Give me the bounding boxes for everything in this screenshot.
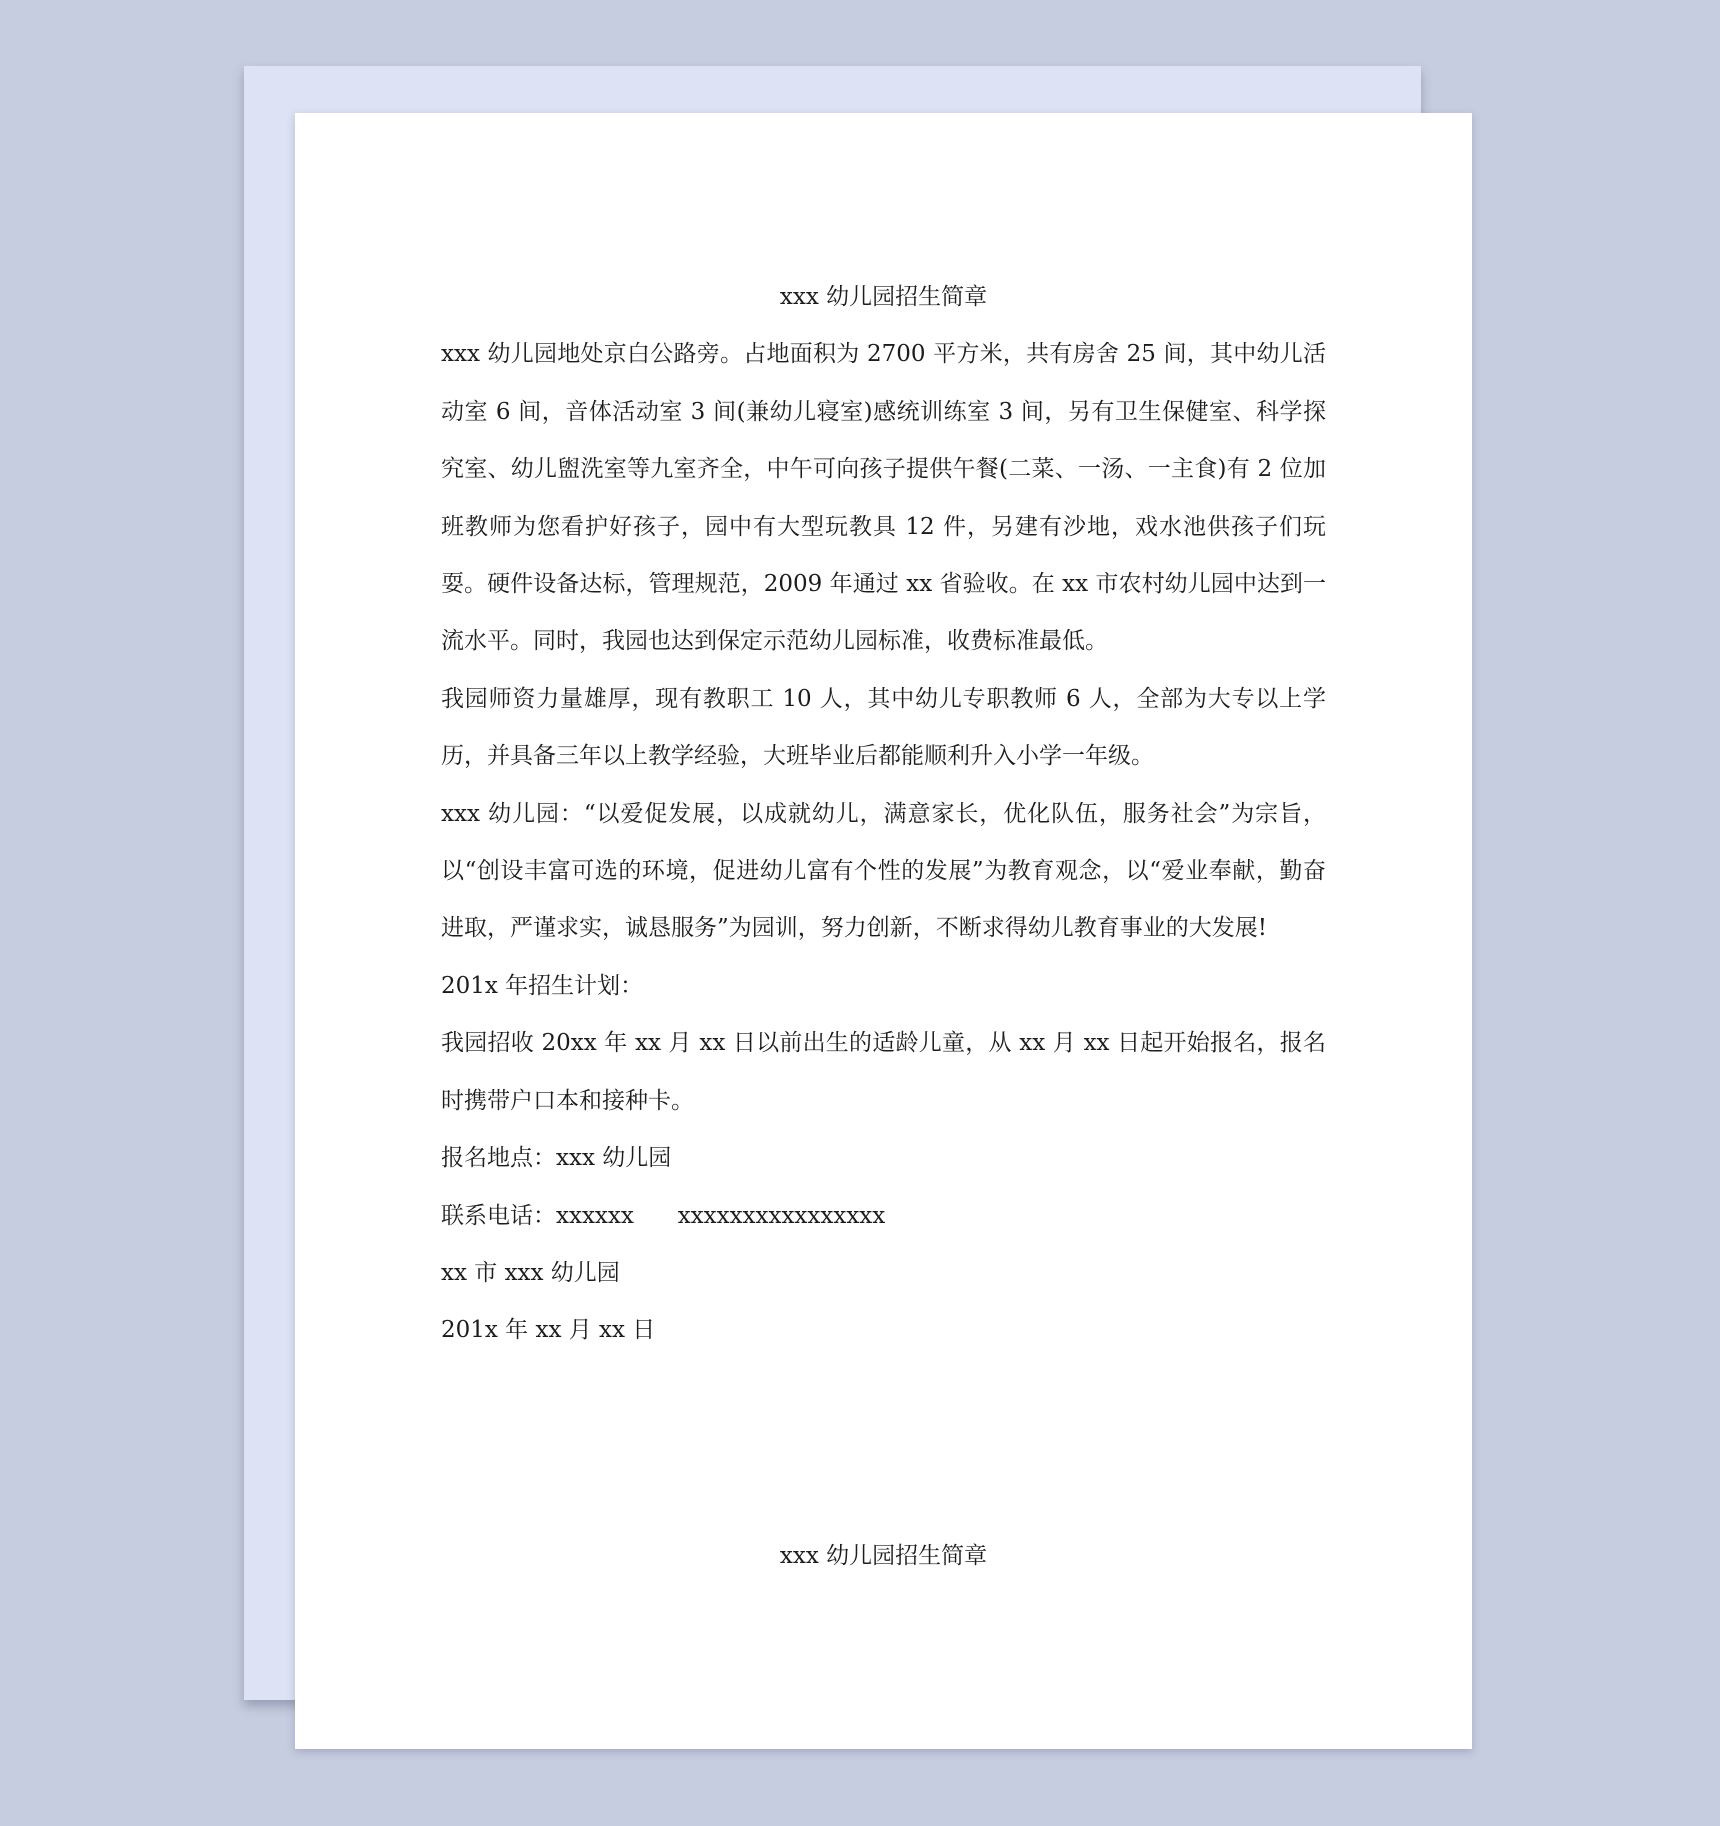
registration-location: 报名地点：xxx 幼儿园	[441, 1145, 672, 1172]
paragraph-mission: xxx 幼儿园：“以爱促发展，以成就幼儿，满意家长，优化队伍，服务社会”为宗旨，以“创设丰富可选的环境，促进幼儿富有个性的发展”为教育观念，以“爱业奉献，勤奋进取，严谨求实，诚恳服务”为园训，努力创新，不断求得幼儿教育事业的大发展!	[441, 800, 1326, 942]
paragraph-intro: xxx 幼儿园地处京白公路旁。占地面积为 2700 平方米，共有房舍 25 间，其中幼儿活动室 6 间，音体活动室 3 间(兼幼儿寝室)感统训练室 3 间，另有卫生保健室、科学探究室、幼儿盥洗室等九室齐全，中午可向孩子提供午餐(二菜、一汤、一主食)有 2 位加班教师为您看护好孩子，园中有大型玩教具 12 件，另建有沙地，戏水池供孩子们玩耍。硬件设备达标，管理规范，2009 年通过 xx 省验收。在 xx 市农村幼儿园中达到一流水平。同时，我园也达到保定示范幼儿园标准，收费标准最低。	[441, 341, 1326, 655]
front-page-sheet	[295, 113, 1472, 1749]
second-document-title: xxx 幼儿园招生简章	[779, 1543, 988, 1569]
contact-phone: 联系电话：xxxxxx xxxxxxxxxxxxxxxx	[441, 1202, 886, 1229]
paragraph-staff: 我园师资力量雄厚，现有教职工 10 人，其中幼儿专职教师 6 人，全部为大专以上学历，并具备三年以上教学经验，大班毕业后都能顺利升入小学一年级。	[441, 685, 1326, 770]
signature-kindergarten: xx 市 xxx 幼儿园	[441, 1259, 620, 1286]
document-date: 201x 年 xx 月 xx 日	[441, 1317, 656, 1344]
document-title: xxx 幼儿园招生简章	[779, 284, 988, 310]
enrollment-plan-heading: 201x 年招生计划：	[441, 972, 644, 999]
document-body	[441, 269, 1326, 1360]
paragraph-enrollment: 我园招收 20xx 年 xx 月 xx 日以前出生的适龄儿童，从 xx 月 xx 日起开始报名，报名时携带户口本和接种卡。	[441, 1030, 1326, 1114]
